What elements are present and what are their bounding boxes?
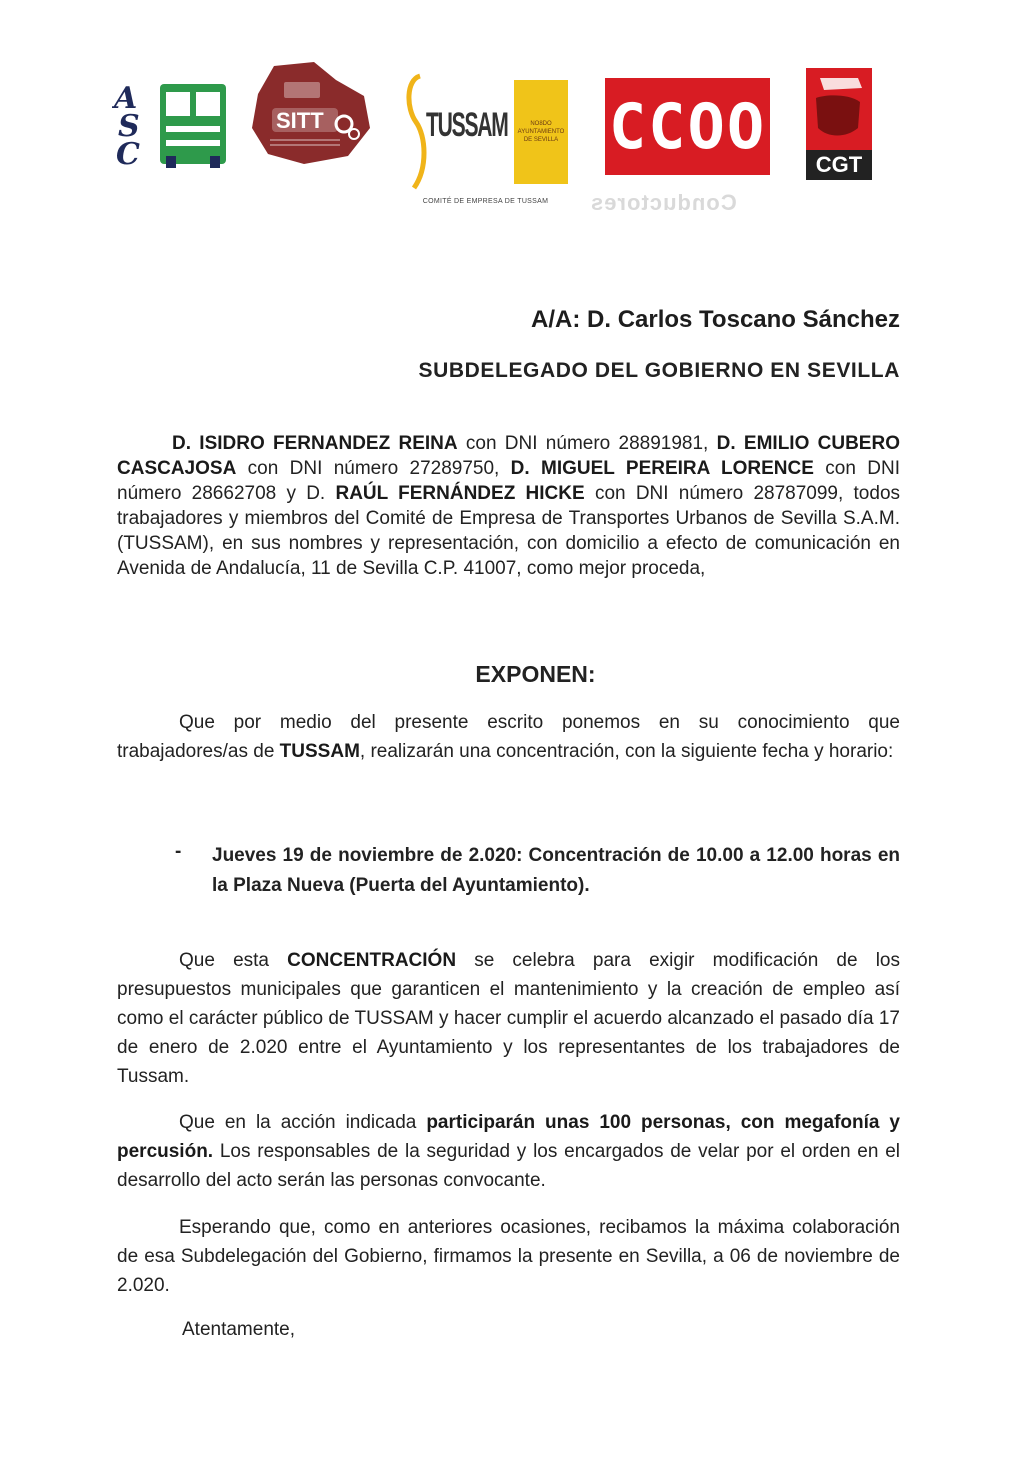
ayuntamiento-crest-text: NO8DO AYUNTAMIENTO DE SEVILLA	[517, 121, 565, 143]
svg-text:A: A	[114, 81, 138, 116]
paragraph-concentracion	[117, 708, 900, 766]
p2-bold: CONCENTRACIÓN	[287, 950, 457, 971]
p3-text-a: Que en la acción indicada	[179, 1112, 427, 1133]
paragraph-participantes	[117, 1108, 900, 1195]
intro-text-2: con DNI número 27289750,	[236, 458, 511, 479]
event-details: Jueves 19 de noviembre de 2.020: Concentración de 10.00 a 12.00 horas en la Plaza Nueva (Puerta del Ayuntamiento).	[212, 845, 900, 896]
tussam-wordmark: TUSSAM	[426, 106, 508, 144]
name-miguel: D. MIGUEL PEREIRA LORENCE	[510, 458, 814, 479]
ccoo-wordmark: CCOO	[608, 90, 767, 163]
paragraph-cierre: Esperando que, como en anteriores ocasiones, recibamos la máxima colaboración de esa Subdelegación del Gobierno, firmamos la presente en Sevilla, a 06 de noviembre de 2.020.	[117, 1217, 900, 1296]
section-heading: EXPONEN:	[475, 661, 596, 687]
bullet-dash: -	[175, 841, 182, 862]
cgt-wordmark: CGT	[806, 150, 872, 180]
sitt-logo	[244, 58, 374, 168]
ccoo-logo	[605, 78, 770, 175]
svg-text:S: S	[118, 109, 140, 144]
paragraph-motivo	[117, 946, 900, 1091]
p2-text-c: se celebra para exigir modificación de los presupuestos municipales que garanticen el mantenimiento y la creación de empleo así como el carácter público de TUSSAM y hacer cumplir el acuerdo alcanzado el pasado día 17 de enero de 2.020 entre el Ayuntamiento y los representantes de los trabajadores de Tussam.	[117, 950, 900, 1087]
recipient-line: A/A: D. Carlos Toscano Sánchez	[531, 306, 900, 333]
p3-text-c: Los responsables de la seguridad y los encargados de velar por el orden en el desarrollo del acto serán las personas convocante.	[117, 1141, 900, 1191]
ayuntamiento-crest	[514, 80, 568, 184]
recipient-title: SUBDELEGADO DEL GOBIERNO EN SEVILLA	[418, 359, 900, 382]
intro-text-4: con DNI número 28787099, todos trabajadores y miembros del Comité de Empresa de Transportes Urbanos de Sevilla S.A.M. (TUSSAM), en sus nombres y representación, con domicilio a efecto de comunicación en Avenida de Andalucía, 11 de Sevilla C.P. 41007, como mejor proceda,	[117, 483, 901, 579]
p1-text-a: Que por medio del presente escrito ponemos en su conocimiento que trabajadores/as de	[117, 712, 900, 762]
svg-text:SITT: SITT	[276, 108, 324, 133]
comite-caption: COMITÉ DE EMPRESA DE TUSSAM	[422, 198, 549, 205]
intro-paragraph	[117, 431, 900, 581]
letterhead	[0, 0, 1011, 230]
name-raul: RAÚL FERNÁNDEZ HICKE	[335, 483, 585, 504]
cgt-hand-icon	[806, 68, 872, 148]
closing-salutation: Atentamente,	[182, 1319, 296, 1340]
bleed-through-text: Conductores	[590, 190, 737, 215]
intro-text-1: con DNI número 28891981,	[457, 433, 717, 454]
p1-text-c: , realizarán una concentración, con la siguiente fecha y horario:	[359, 741, 894, 762]
tussam-logo	[398, 72, 573, 222]
p1-bold: TUSSAM	[279, 741, 360, 762]
svg-text:C: C	[116, 137, 140, 170]
p2-text-a: Que esta	[179, 950, 288, 971]
name-isidro: D. ISIDRO FERNANDEZ REINA	[172, 433, 458, 454]
p3-bold: participarán unas 100 personas, con megafonía y percusión.	[117, 1112, 900, 1162]
asc-logo	[112, 78, 234, 170]
intro-text-3: con DNI número 28662708 y D.	[117, 458, 900, 504]
name-emilio: D. EMILIO CUBERO CASCAJOSA	[117, 433, 900, 479]
cgt-logo	[806, 68, 872, 180]
